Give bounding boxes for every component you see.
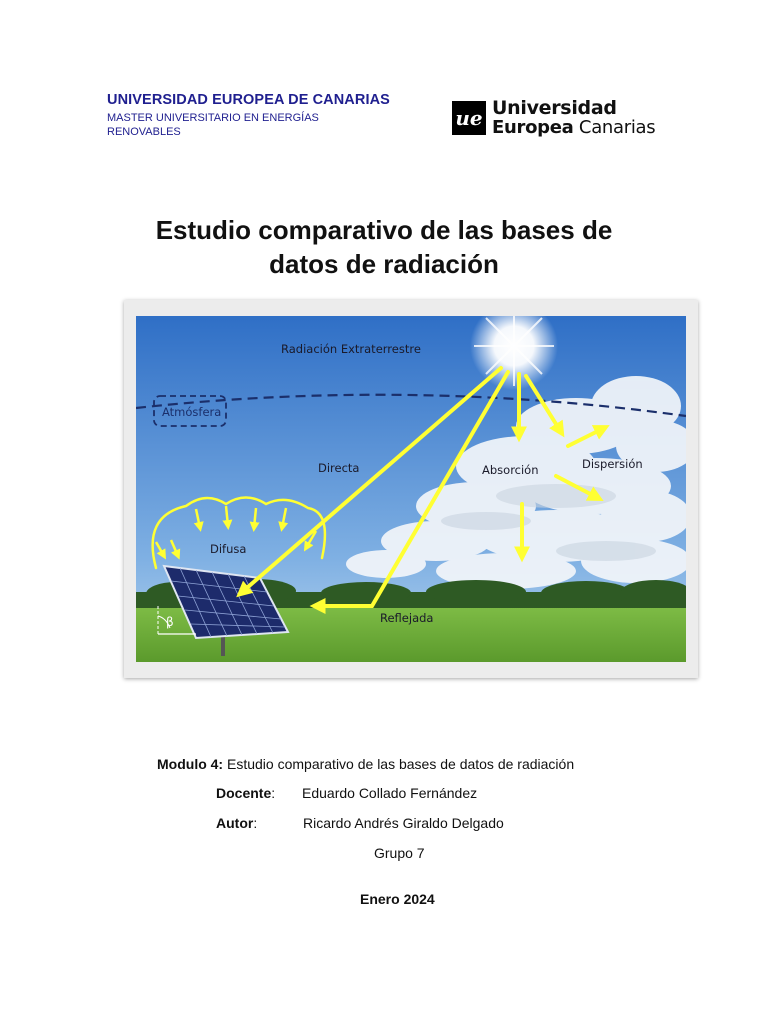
document-title [100,213,668,281]
label-extraterrestrial: Radiación Extraterrestre [281,342,421,356]
university-name: UNIVERSIDAD EUROPEA DE CANARIAS [107,92,390,108]
ue-logo-icon [452,101,486,135]
label-absorption: Absorción [482,463,539,477]
radiation-diagram [136,316,686,662]
group-value: Grupo 7 [374,845,425,861]
university-logo [452,98,655,138]
author-row: Autor: [216,815,258,831]
author-value: Ricardo Andrés Giraldo Delgado [303,815,504,831]
radiation-figure-frame [124,300,698,678]
title-line1: Estudio comparativo de las bases de [155,215,613,245]
logo-line1: Universidad [492,97,617,119]
logo-mark-text: ue [455,106,483,130]
teacher-row: Docente: [216,785,276,801]
header-institution [107,92,427,139]
module-row [157,756,574,772]
title-line2: datos de radiación [269,249,499,279]
module-value: Estudio comparativo de las bases de datos de radiación [227,756,575,772]
label-atmosphere: Atmósfera [162,405,222,419]
logo-line2 [492,118,655,138]
date-value: Enero 2024 [360,891,435,907]
author-label: Autor [216,815,254,831]
module-label: Modulo 4: [157,756,224,772]
logo-wordmark [492,98,655,138]
teacher-label: Docente [216,785,272,801]
label-direct: Directa [318,461,360,475]
teacher-value: Eduardo Collado Fernández [302,785,478,801]
label-reflected: Reflejada [380,611,434,625]
logo-line2-regular: Canarias [578,117,656,138]
program-name: MASTER UNIVERSITARIO EN ENERGÍAS RENOVABLES [107,112,319,138]
label-diffuse: Difusa [210,542,247,556]
label-beta: β [166,615,174,629]
logo-line2-bold: Europea [492,117,574,138]
label-dispersion: Dispersión [582,457,643,471]
